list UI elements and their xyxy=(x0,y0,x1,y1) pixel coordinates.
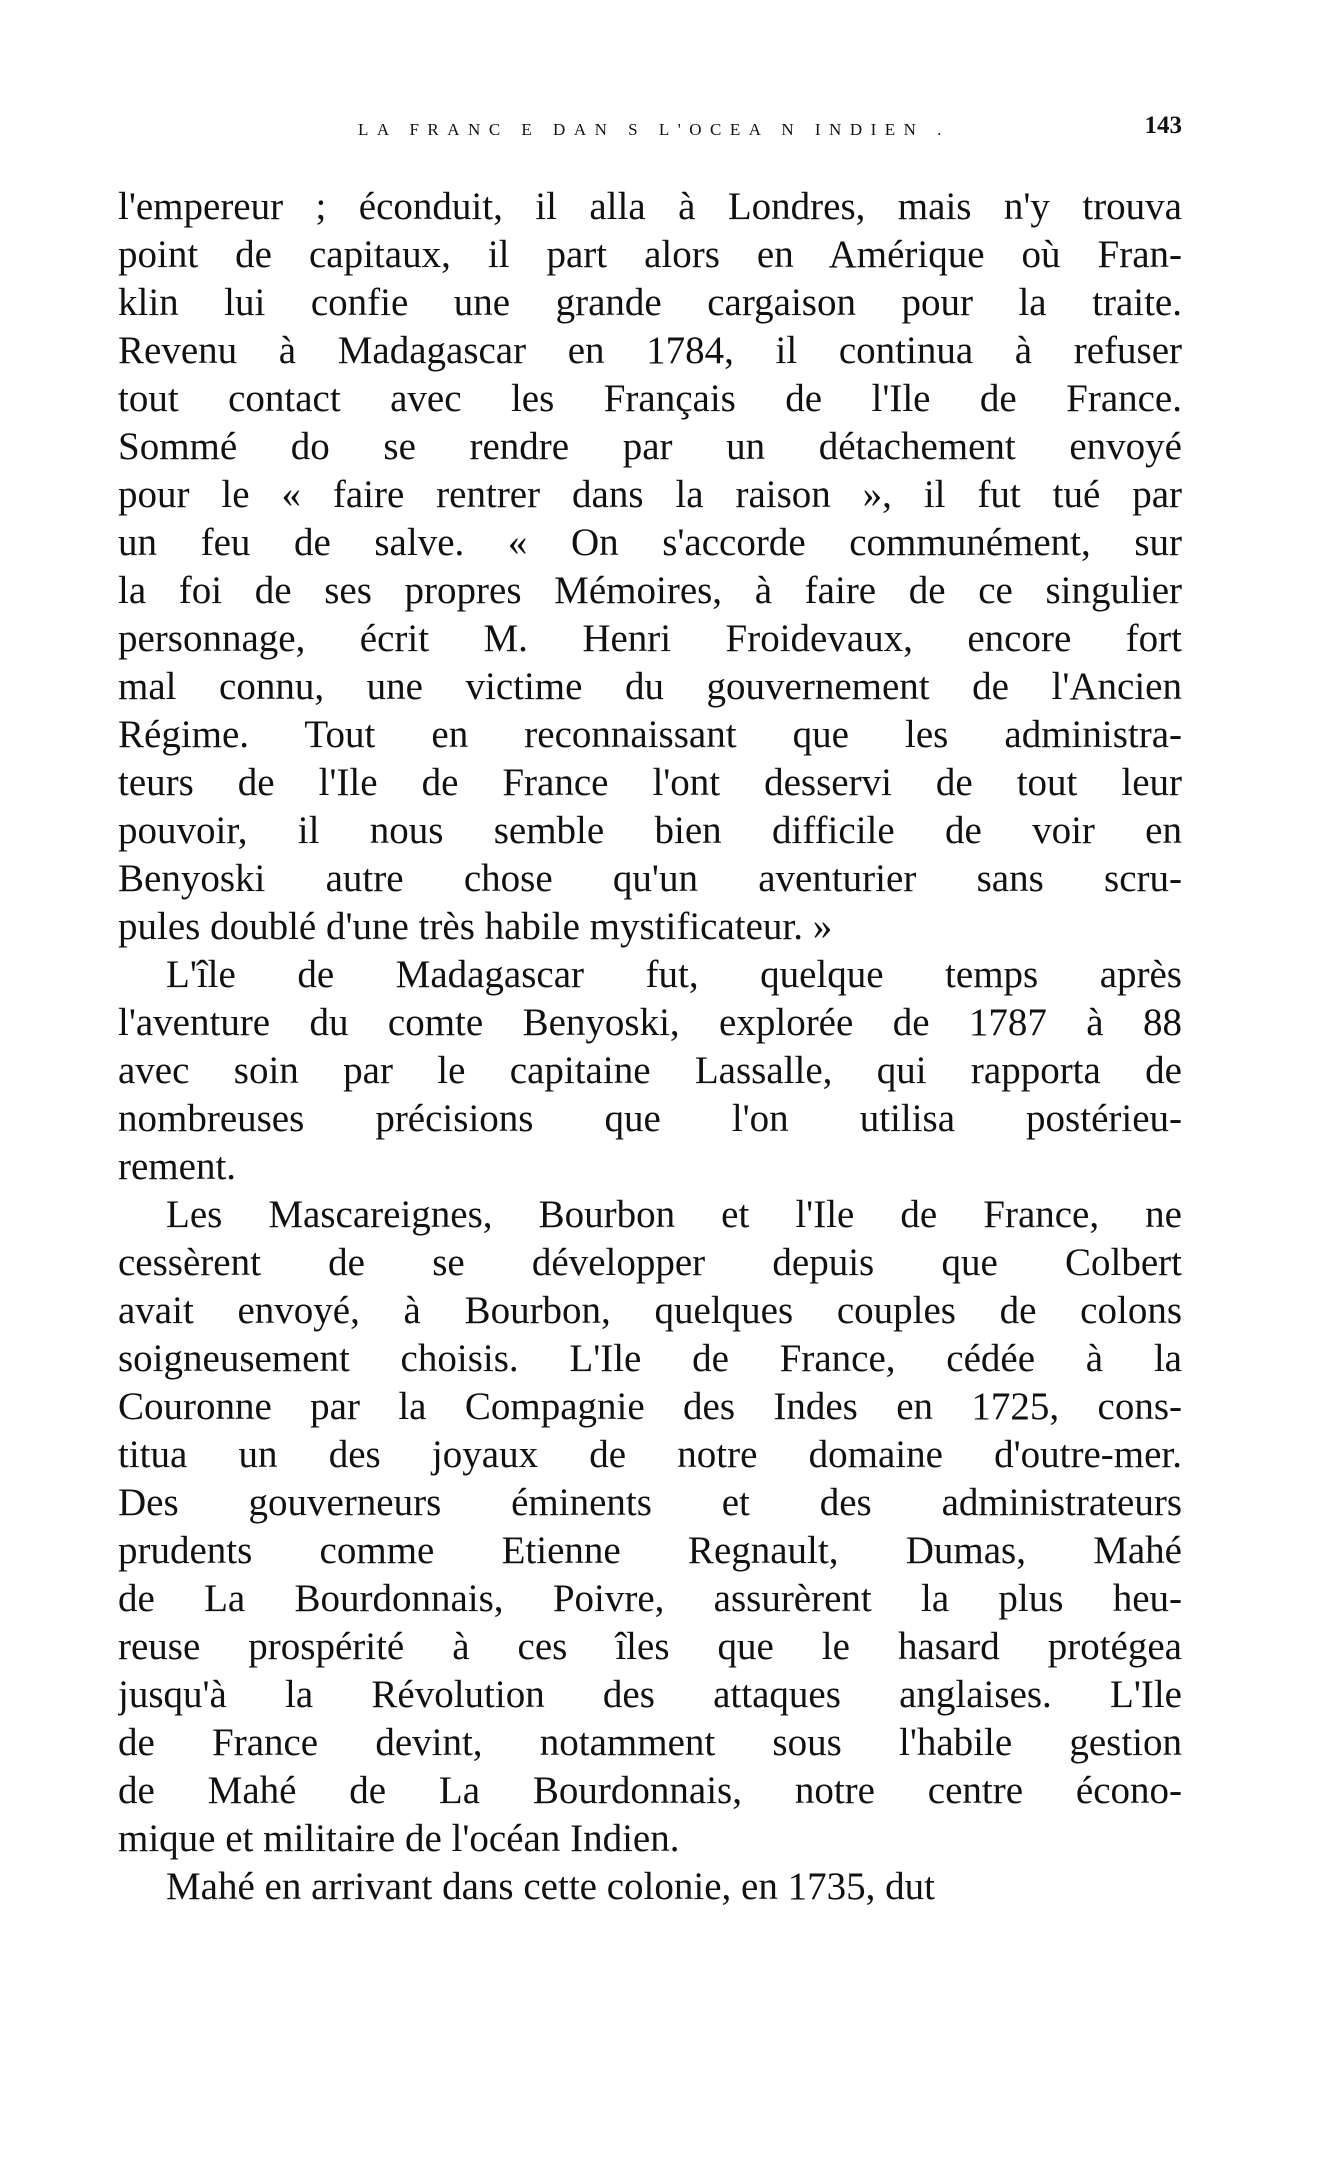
text-line: avait envoyé, à Bourbon, quelques couples de colons xyxy=(118,1289,1182,1332)
paragraph xyxy=(118,1863,1182,1911)
paragraph xyxy=(118,1191,1182,1863)
text-line: l'aventure du comte Benyoski, explorée de 1787 à 88 xyxy=(118,1001,1182,1044)
text-line: soigneusement choisis. L'Ile de France, cédée à la xyxy=(118,1337,1182,1380)
text-line: Des gouverneurs éminents et des administrateurs xyxy=(118,1481,1182,1524)
text-line: Régime. Tout en reconnaissant que les administra- xyxy=(118,713,1182,756)
text-line: reuse prospérité à ces îles que le hasard protégea xyxy=(118,1625,1182,1668)
text-line: pour le « faire rentrer dans la raison », il fut tué par xyxy=(118,473,1182,516)
text-line: pouvoir, il nous semble bien difficile de voir en xyxy=(118,809,1182,852)
text-line: Mahé en arrivant dans cette colonie, en 1735, dut xyxy=(166,1865,935,1908)
text-line: nombreuses précisions que l'on utilisa postérieu- xyxy=(118,1097,1182,1140)
text-line: personnage, écrit M. Henri Froidevaux, encore fort xyxy=(118,617,1182,660)
text-line: mique et militaire de l'océan Indien. xyxy=(118,1817,680,1860)
page-header xyxy=(118,112,1182,152)
text-line: tout contact avec les Français de l'Ile de France. xyxy=(118,377,1182,420)
text-line: de La Bourdonnais, Poivre, assurèrent la plus heu- xyxy=(118,1577,1182,1620)
text-line: l'empereur ; éconduit, il alla à Londres, mais n'y trouva xyxy=(118,185,1182,228)
text-line: prudents comme Etienne Regnault, Dumas, Mahé xyxy=(118,1529,1182,1572)
text-line: klin lui confie une grande cargaison pour la traite. xyxy=(118,281,1182,324)
text-line: L'île de Madagascar fut, quelque temps après xyxy=(166,953,1182,996)
text-line: mal connu, une victime du gouvernement de l'Ancien xyxy=(118,665,1182,708)
text-line: teurs de l'Ile de France l'ont desservi de tout leur xyxy=(118,761,1182,804)
text-line: Sommé do se rendre par un détachement envoyé xyxy=(118,425,1182,468)
text-line: Benyoski autre chose qu'un aventurier sans scru- xyxy=(118,857,1182,900)
page-number: 143 xyxy=(1144,112,1182,139)
text-line: pules doublé d'une très habile mystificateur. » xyxy=(118,905,833,948)
running-head: LA FRANC E DAN S L'OCEA N INDIEN . xyxy=(358,120,950,139)
text-line: un feu de salve. « On s'accorde communément, sur xyxy=(118,521,1182,564)
text-line: rement. xyxy=(118,1145,237,1188)
text-line: la foi de ses propres Mémoires, à faire de ce singulier xyxy=(118,569,1182,612)
text-line: jusqu'à la Révolution des attaques anglaises. L'Ile xyxy=(118,1673,1182,1716)
text-line: de France devint, notamment sous l'habile gestion xyxy=(118,1721,1182,1764)
paragraph xyxy=(118,183,1182,951)
page-body xyxy=(118,183,1182,1911)
text-line: point de capitaux, il part alors en Amérique où Fran- xyxy=(118,233,1182,276)
text-line: de Mahé de La Bourdonnais, notre centre écono- xyxy=(118,1769,1182,1812)
text-line: cessèrent de se développer depuis que Colbert xyxy=(118,1241,1182,1284)
text-line: Revenu à Madagascar en 1784, il continua à refuser xyxy=(118,329,1182,372)
text-line: titua un des joyaux de notre domaine d'outre-mer. xyxy=(118,1433,1182,1476)
text-line: Les Mascareignes, Bourbon et l'Ile de France, ne xyxy=(166,1193,1182,1236)
text-line: Couronne par la Compagnie des Indes en 1725, cons- xyxy=(118,1385,1182,1428)
paragraph xyxy=(118,951,1182,1191)
text-line: avec soin par le capitaine Lassalle, qui rapporta de xyxy=(118,1049,1182,1092)
